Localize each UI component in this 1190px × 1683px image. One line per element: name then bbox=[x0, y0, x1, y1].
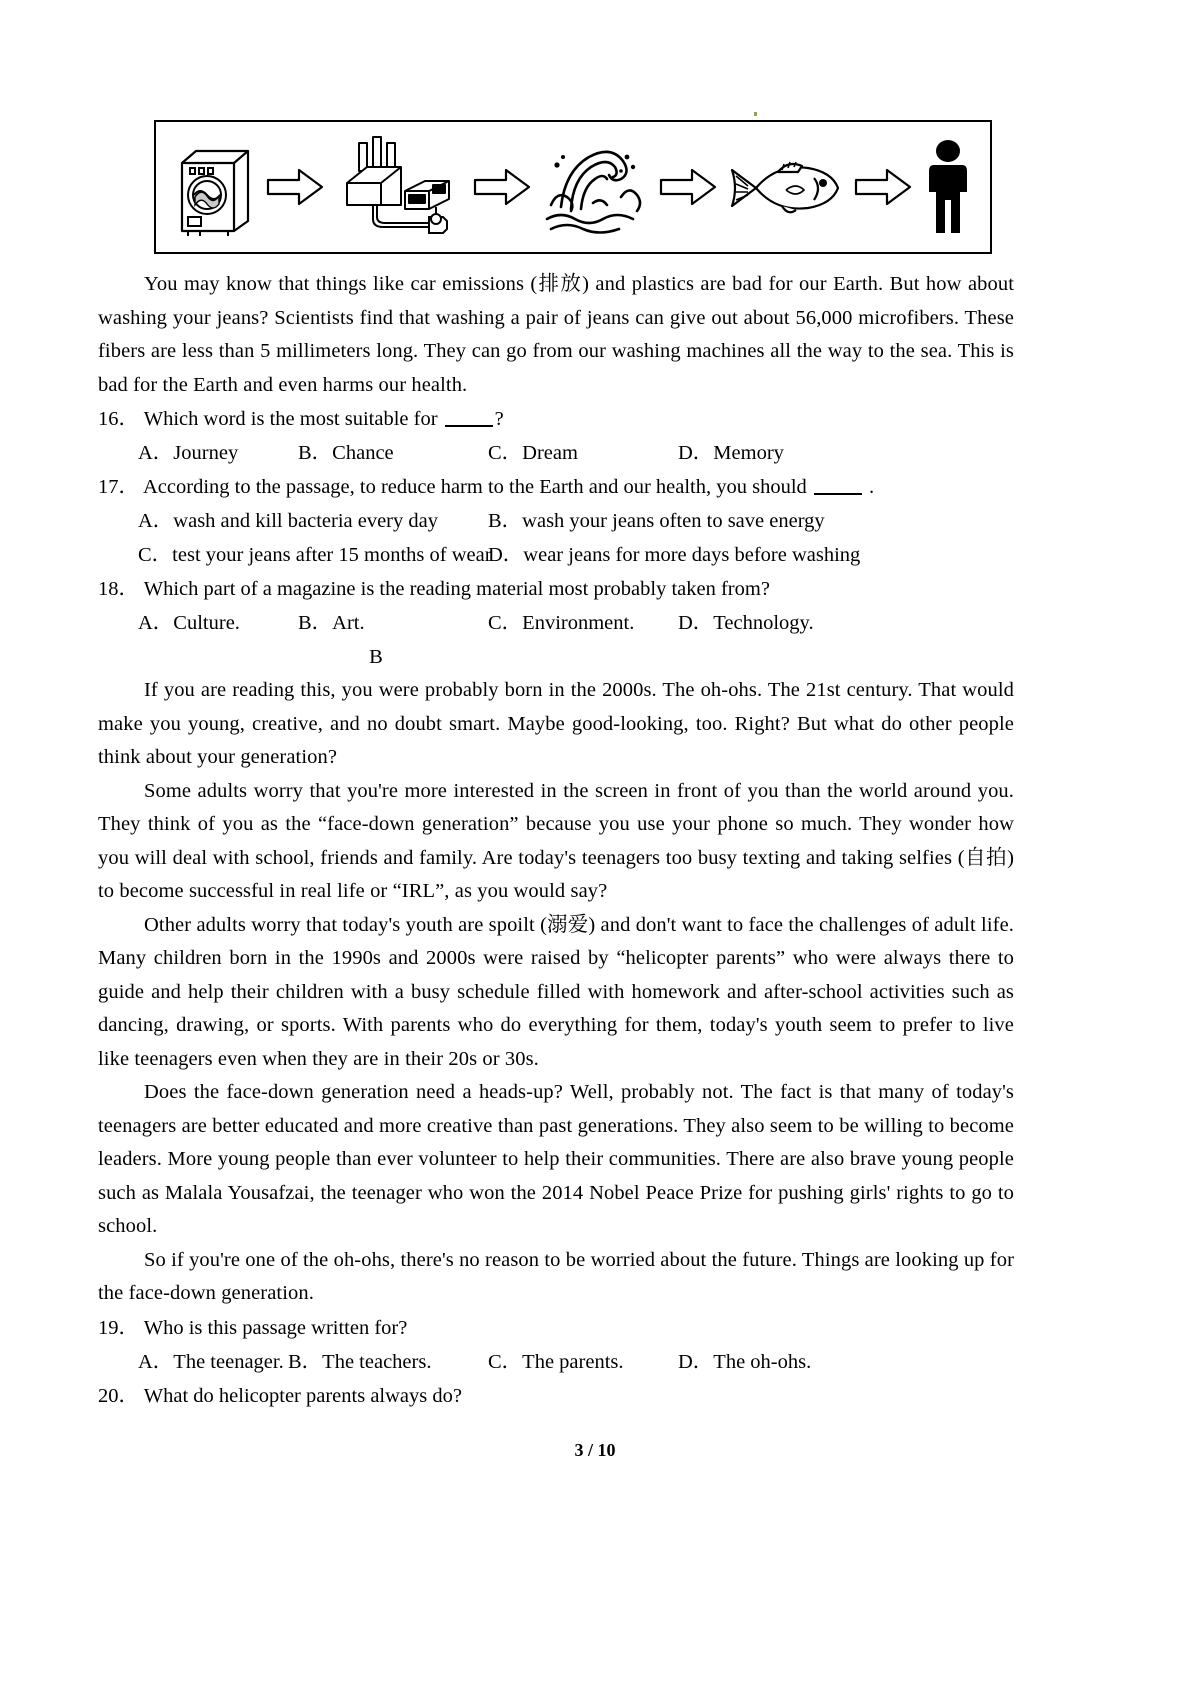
stray-ink-mark bbox=[754, 112, 757, 116]
arrow-right-icon bbox=[264, 167, 326, 207]
option-b[interactable]: B．Chance bbox=[298, 442, 394, 464]
option-b[interactable]: B．wash your jeans often to save energy bbox=[488, 510, 825, 532]
pollution-flow-diagram bbox=[154, 120, 992, 254]
section-b-paragraph-3: Other adults worry that today's youth are spoilt (溺爱) and don't want to face the challenges of adult life. Many children born in the 1990s and 2000s were raised by “helicopter parents” who were always there to guide and help their children with a busy schedule filled with homework and after-school activities such as dancing, drawing, or sports. With parents who do everything for them, today's youth seem to prefer to live like teenagers even when they are in their 20s or 30s. bbox=[98, 913, 1014, 1070]
arrow-right-icon bbox=[657, 167, 719, 207]
question-19-stem: 19． Who is this passage written for? bbox=[98, 1316, 408, 1339]
question-17-options-row-1 bbox=[98, 504, 1014, 538]
section-b-letter: B bbox=[369, 646, 383, 668]
option-d[interactable]: D．Technology. bbox=[678, 612, 814, 634]
option-a[interactable]: A．Journey bbox=[138, 442, 239, 464]
answer-blank bbox=[814, 477, 862, 495]
option-c[interactable]: C．test your jeans after 15 months of wear bbox=[138, 544, 492, 566]
section-b-paragraph-4: Does the face-down generation need a heads-up? Well, probably not. The fact is that many of today's teenagers are better educated and more creative than past generations. They also seem to be willing to become leaders. More young people than ever volunteer to help their communities. There are also brave young people such as Malala Yousafzai, the teenager who won the 2014 Nobel Peace Prize for pushing girls' rights to go to school. bbox=[98, 1081, 1014, 1237]
option-d[interactable]: D．wear jeans for more days before washing bbox=[488, 544, 861, 566]
option-c[interactable]: C．The parents. bbox=[488, 1350, 624, 1373]
question-20-stem: 20． What do helicopter parents always do? bbox=[98, 1384, 462, 1407]
arrow-right-icon bbox=[471, 167, 533, 207]
question-18-stem: 18． Which part of a magazine is the reading material most probably taken from? bbox=[98, 578, 770, 600]
fish-icon bbox=[726, 152, 844, 222]
option-c[interactable]: C．Dream bbox=[488, 442, 578, 464]
answer-blank bbox=[445, 409, 493, 427]
section-b-paragraph-1: If you are reading this, you were probably born in the 2000s. The oh-ohs. The 21st century. That would make you young, creative, and no doubt smart. Maybe good-looking, too. Right? But what do other people think about your generation? bbox=[98, 679, 1014, 768]
person-icon bbox=[922, 138, 974, 236]
question-17-options-row-2 bbox=[98, 538, 1014, 572]
ocean-wave-icon bbox=[541, 135, 649, 239]
washing-machine-icon bbox=[172, 137, 256, 237]
option-b[interactable]: B．The teachers. bbox=[288, 1350, 432, 1373]
option-a[interactable]: A．wash and kill bacteria every day bbox=[138, 510, 438, 532]
section-b-paragraph-2: Some adults worry that you're more interested in the screen in front of you than the world around you. They think of you as the “face-down generation” because you use your phone so much. They wonder how you will deal with school, friends and family. Are today's teenagers too busy texting and taking selfies (自拍) to become successful in real life or “IRL”, as you would say? bbox=[98, 779, 1014, 902]
question-17-stem: 17． According to the passage, to reduce harm to the Earth and our health, you should . bbox=[98, 476, 875, 498]
arrow-right-icon bbox=[852, 167, 914, 207]
option-b[interactable]: B．Art. bbox=[298, 612, 365, 634]
question-19-options bbox=[98, 1345, 1014, 1379]
page-content bbox=[98, 120, 1014, 1413]
option-d[interactable]: D．Memory bbox=[678, 442, 784, 464]
section-b-paragraph-5: So if you're one of the oh-ohs, there's no reason to be worried about the future. Things are looking up for the face-down generation. bbox=[98, 1248, 1014, 1304]
option-d[interactable]: D．The oh-ohs. bbox=[678, 1350, 812, 1373]
question-16-stem: 16． Which word is the most suitable for ? bbox=[98, 408, 504, 430]
question-18-options bbox=[98, 606, 1014, 640]
option-a[interactable]: A．The teenager. bbox=[138, 1350, 284, 1373]
question-16-options bbox=[98, 436, 1014, 470]
passage-a-paragraph: You may know that things like car emissions (排放) and plastics are bad for our Earth. But how about washing your jeans? Scientists find that washing a pair of jeans can give out about 56,000 microfibers. These fibers are less than 5 millimeters long. They can go from our washing machines all the way to the sea. This is bad for the Earth and even harms our health. bbox=[98, 273, 1014, 396]
option-c[interactable]: C．Environment. bbox=[488, 612, 635, 634]
page-footer: 3 / 10 bbox=[574, 1440, 616, 1460]
factory-pipe-icon bbox=[333, 135, 463, 239]
option-a[interactable]: A．Culture. bbox=[138, 612, 240, 634]
